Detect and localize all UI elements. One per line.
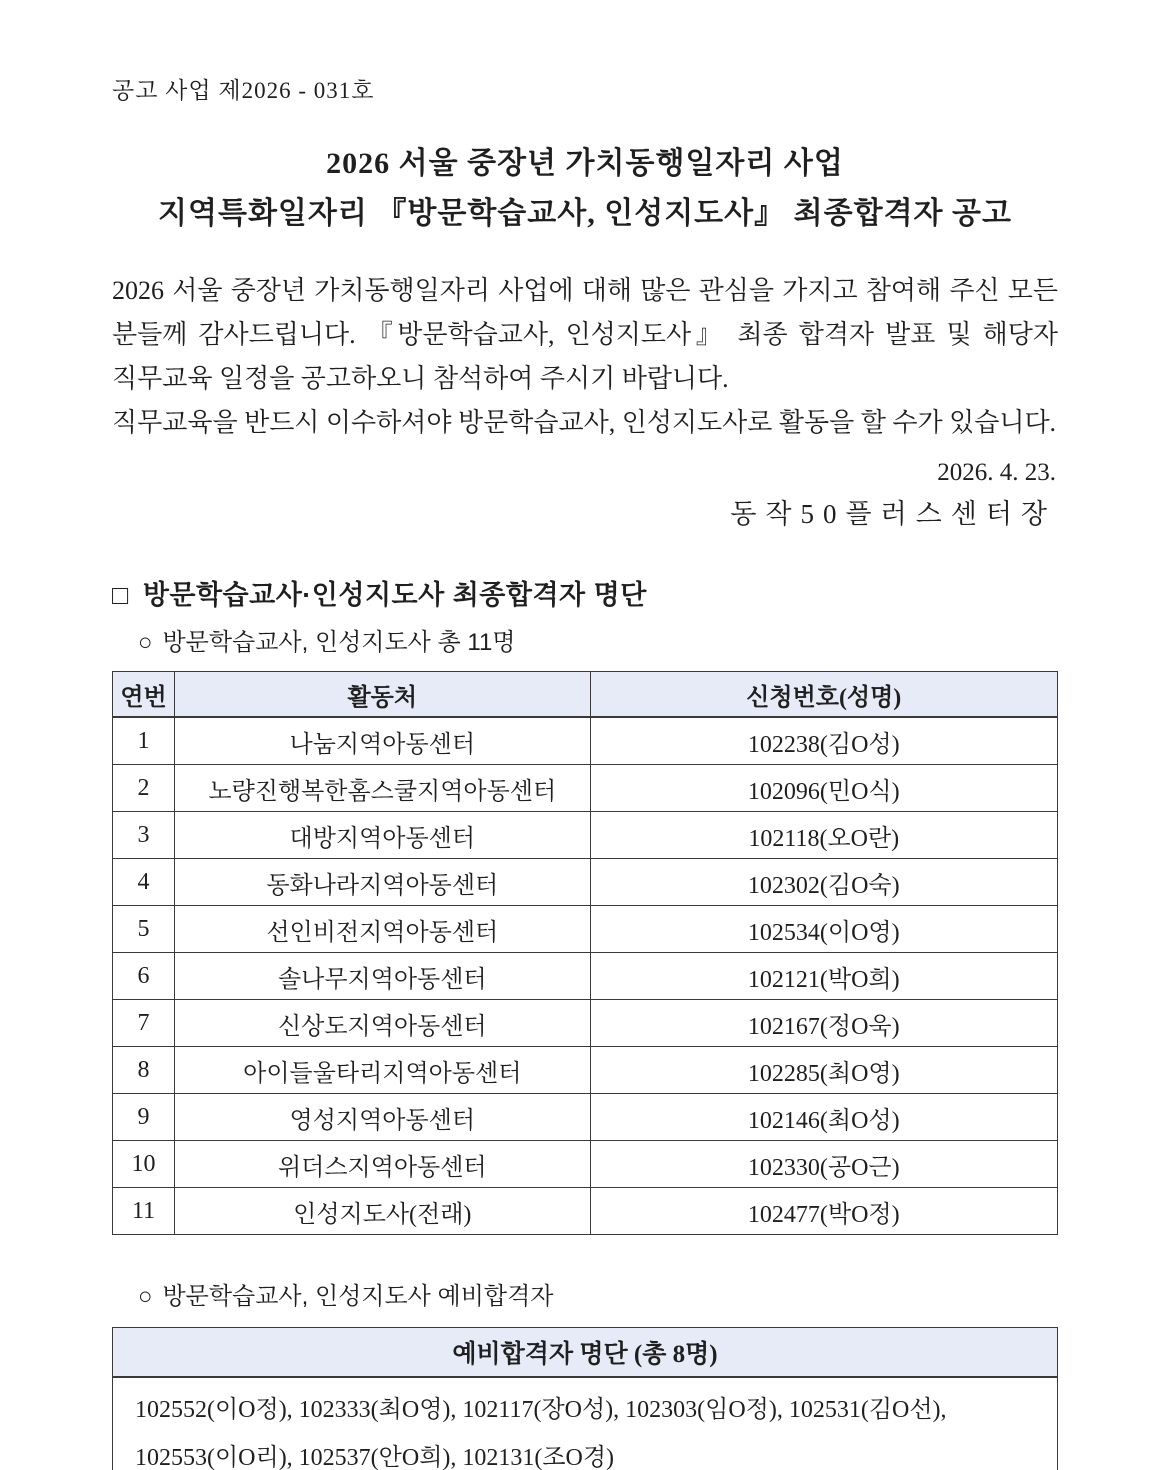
cell-no: 11	[113, 1188, 175, 1235]
cell-no: 10	[113, 1141, 175, 1188]
sub-bullet-reserve	[138, 1281, 1058, 1313]
doc-number: 공고 사업 제2026 - 031호	[112, 78, 375, 103]
final-pass-table	[112, 671, 1058, 1235]
cell-place: 인성지도사(전래)	[175, 1188, 590, 1235]
reserve-list-cell	[113, 1377, 1058, 1470]
body-paragraph-2: 직무교육을 반드시 이수하셔야 방문학습교사, 인성지도사로 활동을 할 수가 있습니다.	[112, 408, 1057, 437]
cell-place: 솔나무지역아동센터	[175, 953, 590, 1000]
cell-applicant: 102167(정O욱)	[590, 1000, 1058, 1047]
sub-bullet-final	[138, 627, 1058, 659]
cell-place: 나눔지역아동센터	[175, 717, 590, 765]
page-title	[112, 139, 1058, 239]
column-header-no: 연번	[113, 672, 175, 718]
table-row	[113, 1141, 1058, 1188]
cell-place: 동화나라지역아동센터	[175, 859, 590, 906]
cell-place: 신상도지역아동센터	[175, 1000, 590, 1047]
cell-no: 8	[113, 1047, 175, 1094]
body-text	[112, 269, 1058, 445]
column-header-applicant: 신청번호(성명)	[590, 672, 1058, 718]
sub-bullet-final-label: 방문학습교사, 인성지도사 총 11명	[162, 629, 516, 656]
square-bullet-icon: □	[112, 580, 129, 610]
cell-applicant: 102330(공O근)	[590, 1141, 1058, 1188]
table-row	[113, 1188, 1058, 1235]
header-row	[113, 672, 1058, 718]
body-paragraph-1: 2026 서울 중장년 가치동행일자리 사업에 대해 많은 관심을 가지고 참여해 주신 모든 분들께 감사드립니다. 『방문학습교사, 인성지도사』 최종 합격자 발표 및 해당자 직무교육 일정을 공고하오니 참석하여 주시기 바랍니다.	[112, 276, 1058, 393]
table-row	[113, 717, 1058, 765]
cell-place: 대방지역아동센터	[175, 812, 590, 859]
cell-no: 5	[113, 906, 175, 953]
cell-applicant: 102096(민O식)	[590, 765, 1058, 812]
announcement-date: 2026. 4. 23.	[937, 459, 1056, 486]
table-row	[113, 953, 1058, 1000]
cell-place: 선인비전지역아동센터	[175, 906, 590, 953]
cell-no: 6	[113, 953, 175, 1000]
reserve-table-body	[113, 1377, 1058, 1470]
table-row	[113, 1377, 1058, 1470]
cell-no: 3	[113, 812, 175, 859]
header-row	[113, 1328, 1058, 1378]
cell-place: 아이들울타리지역아동센터	[175, 1047, 590, 1094]
page-title-line2: 지역특화일자리 『방문학습교사, 인성지도사』 최종합격자 공고	[158, 197, 1012, 230]
table-row	[113, 906, 1058, 953]
final-pass-table-header	[113, 672, 1058, 718]
cell-applicant: 102146(최O성)	[590, 1094, 1058, 1141]
section-heading	[112, 577, 1058, 613]
cell-no: 7	[113, 1000, 175, 1047]
circle-bullet-icon: ○	[138, 1283, 153, 1310]
cell-applicant: 102285(최O영)	[590, 1047, 1058, 1094]
cell-place: 위더스지역아동센터	[175, 1141, 590, 1188]
page-title-line1: 2026 서울 중장년 가치동행일자리 사업	[326, 147, 844, 180]
cell-no: 4	[113, 859, 175, 906]
reserve-list-line2: 102553(이O리), 102537(안O희), 102131(조O경)	[135, 1445, 615, 1470]
cell-applicant: 102121(박O희)	[590, 953, 1058, 1000]
cell-place: 영성지역아동센터	[175, 1094, 590, 1141]
cell-no: 1	[113, 717, 175, 765]
reserve-table-title: 예비합격자 명단 (총 8명)	[113, 1328, 1058, 1378]
cell-applicant: 102302(김O숙)	[590, 859, 1058, 906]
table-row	[113, 1000, 1058, 1047]
sub-bullet-reserve-label: 방문학습교사, 인성지도사 예비합격자	[162, 1283, 554, 1310]
cell-no: 9	[113, 1094, 175, 1141]
circle-bullet-icon: ○	[138, 629, 153, 656]
reserve-list-line1: 102552(이O정), 102333(최O영), 102117(장O성), 102303(임O정), 102531(김O선),	[135, 1397, 947, 1423]
reserve-table-header	[113, 1328, 1058, 1378]
table-row	[113, 1047, 1058, 1094]
cell-applicant: 102534(이O영)	[590, 906, 1058, 953]
cell-applicant: 102238(김O성)	[590, 717, 1058, 765]
cell-no: 2	[113, 765, 175, 812]
table-row	[113, 765, 1058, 812]
cell-place: 노량진행복한홈스쿨지역아동센터	[175, 765, 590, 812]
table-row	[113, 859, 1058, 906]
column-header-place: 활동처	[175, 672, 590, 718]
reserve-pass-table	[112, 1327, 1058, 1470]
section-heading-label: 방문학습교사·인성지도사 최종합격자 명단	[142, 580, 647, 610]
table-row	[113, 1094, 1058, 1141]
signer-name: 동작50플러스센터장	[730, 499, 1056, 529]
table-row	[113, 812, 1058, 859]
final-pass-table-body	[113, 717, 1058, 1235]
cell-applicant: 102118(오O란)	[590, 812, 1058, 859]
cell-applicant: 102477(박O정)	[590, 1188, 1058, 1235]
